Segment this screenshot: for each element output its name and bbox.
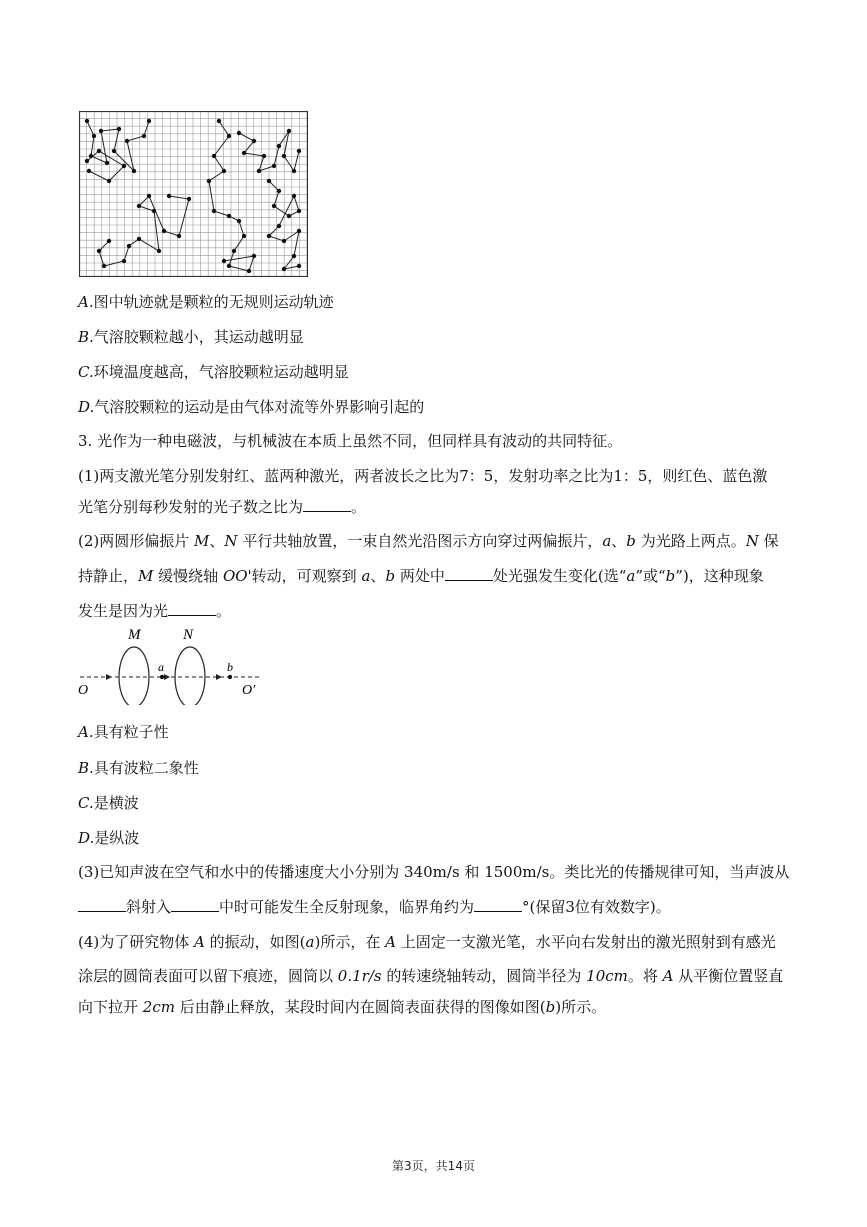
q3-part3-line2: 斜射入 中时可能发生全反射现象，临界角约为 °(保留3位有效数字)。 <box>78 897 671 917</box>
label-a: a <box>158 660 164 674</box>
answer-blank[interactable] <box>78 897 126 912</box>
q3-part1-line2: 光笔分别每秒发射的光子数之比为 。 <box>78 498 367 516</box>
q3-part4-line3: 向下拉开 2cm 后由静止释放，某段时间内在圆筒表面获得的图像如图(b)所示。 <box>78 998 607 1016</box>
polarizer-diagram <box>76 625 266 705</box>
label-m: M <box>128 627 141 643</box>
q3-part1-line1: (1)两支激光笔分别发射红、蓝两种激光，两者波长之比为7：5，发射功率之比为1：5，则红色、蓝色激 <box>78 467 768 485</box>
q3-option-c: C.是横波 <box>78 794 139 812</box>
q3-part2-line1: (2)两圆形偏振片 M、N 平行共轴放置，一束自然光沿图示方向穿过两偏振片，a、b 为光路上两点。N 保 <box>78 532 779 550</box>
answer-blank[interactable] <box>445 566 493 581</box>
label-n: N <box>183 627 194 643</box>
q2-option-b: B.气溶胶颗粒越小，其运动越明显 <box>78 328 304 346</box>
q3-stem: 3. 光作为一种电磁波，与机械波在本质上虽然不同，但同样具有波动的共同特征。 <box>78 432 623 450</box>
page-footer: 第3页，共14页 <box>392 1159 475 1173</box>
q2-option-a: A.图中轨迹就是颗粒的无规则运动轨迹 <box>78 293 334 311</box>
q3-option-d: D.是纵波 <box>78 829 140 847</box>
q3-part3-line1: (3)已知声波在空气和水中的传播速度大小分别为 340m/s 和 1500m/s。类比光的传播规律可知，当声波从 <box>78 863 790 881</box>
q2-option-c: C.环境温度越高，气溶胶颗粒运动越明显 <box>78 363 349 381</box>
answer-blank[interactable] <box>171 897 219 912</box>
label-b: b <box>227 660 233 674</box>
q3-part4-line2: 涂层的圆筒表面可以留下痕迹，圆筒以 0.1r/s 的转速绕轴转动，圆筒半径为 10cm。将 A 从平衡位置竖直 <box>78 967 784 985</box>
answer-blank[interactable] <box>303 497 351 512</box>
label-o: O <box>78 683 89 698</box>
answer-blank[interactable] <box>168 601 216 616</box>
q3-part2-line3: 发生是因为光 。 <box>78 602 232 620</box>
q3-option-b: B.具有波粒二象性 <box>78 759 199 777</box>
brownian-motion-figure <box>79 111 308 277</box>
q2-option-d: D.气溶胶颗粒的运动是由气体对流等外界影响引起的 <box>78 398 425 416</box>
answer-blank[interactable] <box>474 897 522 912</box>
q3-option-a: A.具有粒子性 <box>78 723 169 741</box>
q3-part4-line1: (4)为了研究物体 A 的振动，如图(a)所示，在 A 上固定一支激光笔，水平向右发射出的激光照射到有感光 <box>78 933 776 951</box>
q3-part2-line2: 持静止，M 缓慢绕轴 OO'转动，可观察到 a、b 两处中 处光强发生变化(选“a”或“b”)，这种现象 <box>78 567 764 585</box>
label-o-prime: O′ <box>242 683 256 698</box>
